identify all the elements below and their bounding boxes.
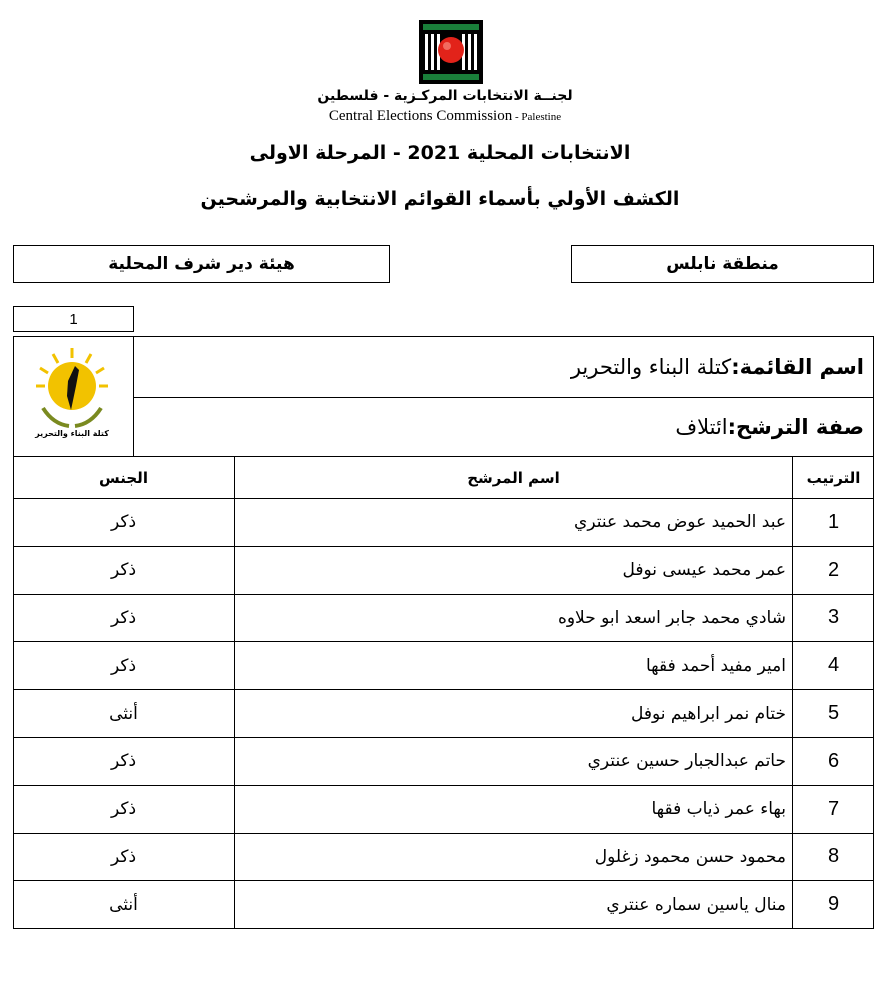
- candidate-rank: 1: [827, 510, 840, 533]
- candidate-name: ختام نمر ابراهيم نوفل: [631, 703, 786, 724]
- candidate-gender: أنثى: [109, 703, 138, 724]
- list-type-value: ائتلاف: [675, 415, 728, 439]
- svg-text:كتلة البناء والتحرير: كتلة البناء والتحرير: [35, 429, 109, 438]
- candidate-name: امير مفيد أحمد فقها: [645, 655, 786, 676]
- region-box: منطقة نابلس: [571, 245, 874, 283]
- list-number-box: 1: [13, 306, 134, 332]
- cec-logo: [419, 20, 483, 84]
- candidate-rank: 3: [827, 606, 840, 629]
- candidate-gender: ذكر: [110, 751, 137, 772]
- org-name-arabic: لجنــة الانتخابات المركـزية - فلسطين: [317, 88, 573, 104]
- authority-box: هيئة دير شرف المحلية: [13, 245, 390, 283]
- document-subtitle: الكشف الأولي بأسماء القوائم الانتخابية والمرشحين: [200, 188, 680, 210]
- candidate-rank: 9: [827, 893, 840, 916]
- document-title: الانتخابات المحلية 2021 - المرحلة الاولى: [249, 142, 631, 164]
- org-name-english: Central Elections Commission - Palestine: [328, 108, 562, 124]
- list-type-label: صفة الترشح:: [727, 415, 864, 439]
- candidate-gender: ذكر: [110, 655, 137, 676]
- list-logo-icon: [13, 336, 132, 455]
- candidate-name: عمر محمد عيسى نوفل: [622, 560, 786, 581]
- candidate-rank: 2: [827, 558, 840, 581]
- candidate-gender: ذكر: [110, 512, 137, 533]
- candidate-gender: ذكر: [110, 560, 137, 581]
- list-type-row: [134, 398, 864, 456]
- candidate-gender: ذكر: [110, 846, 137, 867]
- candidate-name: بهاء عمر ذياب فقها: [651, 799, 786, 820]
- list-name-value: كتلة البناء والتحرير: [570, 355, 732, 379]
- candidate-name: محمود حسن محمود زغلول: [594, 846, 786, 867]
- candidate-name: منال ياسين سماره عنتري: [606, 894, 786, 915]
- header-gender: الجنس: [99, 468, 148, 487]
- candidate-rank: 7: [827, 797, 840, 820]
- candidate-gender: أنثى: [109, 894, 138, 915]
- list-logo-cell: [13, 336, 134, 456]
- candidate-gender: ذكر: [110, 607, 137, 628]
- candidate-rank: 8: [827, 845, 840, 868]
- candidate-name: عبد الحميد عوض محمد عنتري: [574, 512, 786, 533]
- candidate-name: شادي محمد جابر اسعد ابو حلاوه: [557, 607, 786, 628]
- header-candidate-name: اسم المرشح: [467, 468, 560, 487]
- candidate-gender: ذكر: [110, 799, 137, 820]
- list-name-row: [134, 337, 864, 397]
- candidate-rank: 4: [827, 654, 840, 677]
- candidate-rank: 6: [827, 749, 840, 772]
- header-rank: الترتيب: [806, 468, 861, 487]
- list-name-label: اسم القائمة:: [731, 355, 864, 379]
- candidate-name: حاتم عبدالجبار حسين عنتري: [587, 751, 786, 772]
- candidate-rank: 5: [827, 702, 840, 725]
